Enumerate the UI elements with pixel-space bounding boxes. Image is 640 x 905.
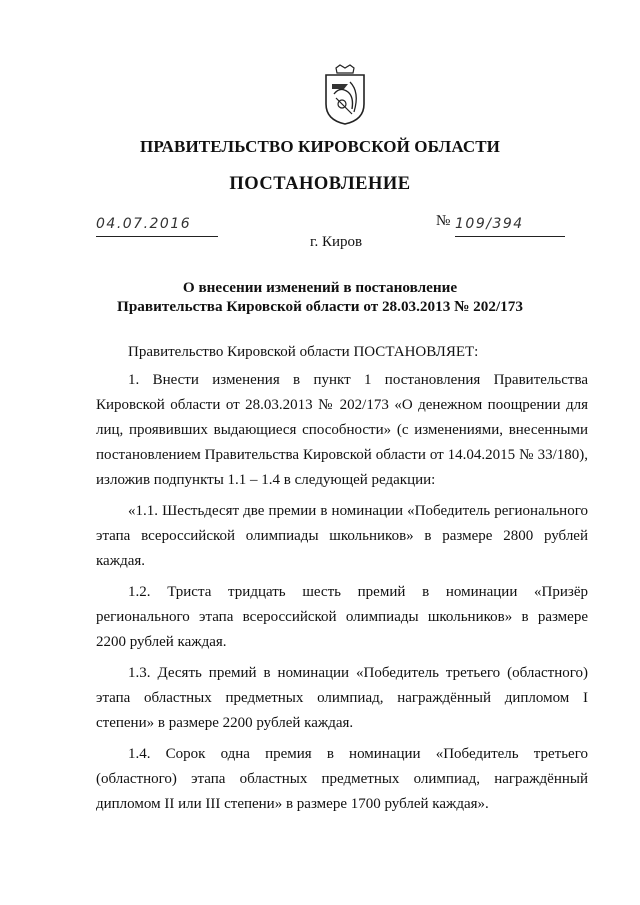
city-name: г. Киров: [310, 234, 363, 250]
body-text: [96, 340, 588, 817]
organization-name: ПРАВИТЕЛЬСТВО КИРОВСКОЙ ОБЛАСТИ: [140, 137, 500, 156]
document-type: ПОСТАНОВЛЕНИЕ: [229, 174, 411, 194]
number-label: №: [436, 213, 451, 229]
title-line-1: О внесении изменений в постановление: [182, 279, 458, 296]
paragraph-1-2: 1.2. Триста тридцать шесть премий в номинации «Призёр регионального этапа всероссийской олимпиады школьников» в размере 2200 рублей каждая.: [96, 584, 588, 650]
document-number: 109/394: [455, 216, 565, 237]
preamble: Правительство Кировской области ПОСТАНОВЛЯЕТ:: [128, 344, 479, 360]
kirov-region-coat-of-arms-icon: [322, 64, 368, 126]
paragraph-1: 1. Внести изменения в пункт 1 постановления Правительства Кировской области от 28.03.2013 № 202/173 «О денежном поощрении для лиц, проявивших выдающиеся способности» (с изменениями, внесенными постановлением Правительства Кировской области от 14.04.2015 № 33/180), изложив подпункты 1.1 – 1.4 в следующей редакции:: [96, 372, 588, 488]
paragraph-1-4: 1.4. Сорок одна премия в номинации «Победитель третьего (областного) этапа областных предметных олимпиад, награждённый дипломом II или III степени» в размере 1700 рублей каждая».: [96, 746, 588, 812]
document-title: [0, 278, 640, 316]
title-line-2: Правительства Кировской области от 28.03.2013 № 202/173: [117, 298, 523, 315]
document-date: 04.07.2016: [96, 216, 218, 237]
paragraph-1-1: «1.1. Шестьдесят две премии в номинации «Победитель регионального этапа всероссийской олимпиады школьников» в размере 2800 рублей каждая.: [96, 503, 588, 569]
paragraph-1-3: 1.3. Десять премий в номинации «Победитель третьего (областного) этапа областных предметных олимпиад, награждённый дипломом I степени» в размере 2200 рублей каждая.: [96, 665, 588, 731]
